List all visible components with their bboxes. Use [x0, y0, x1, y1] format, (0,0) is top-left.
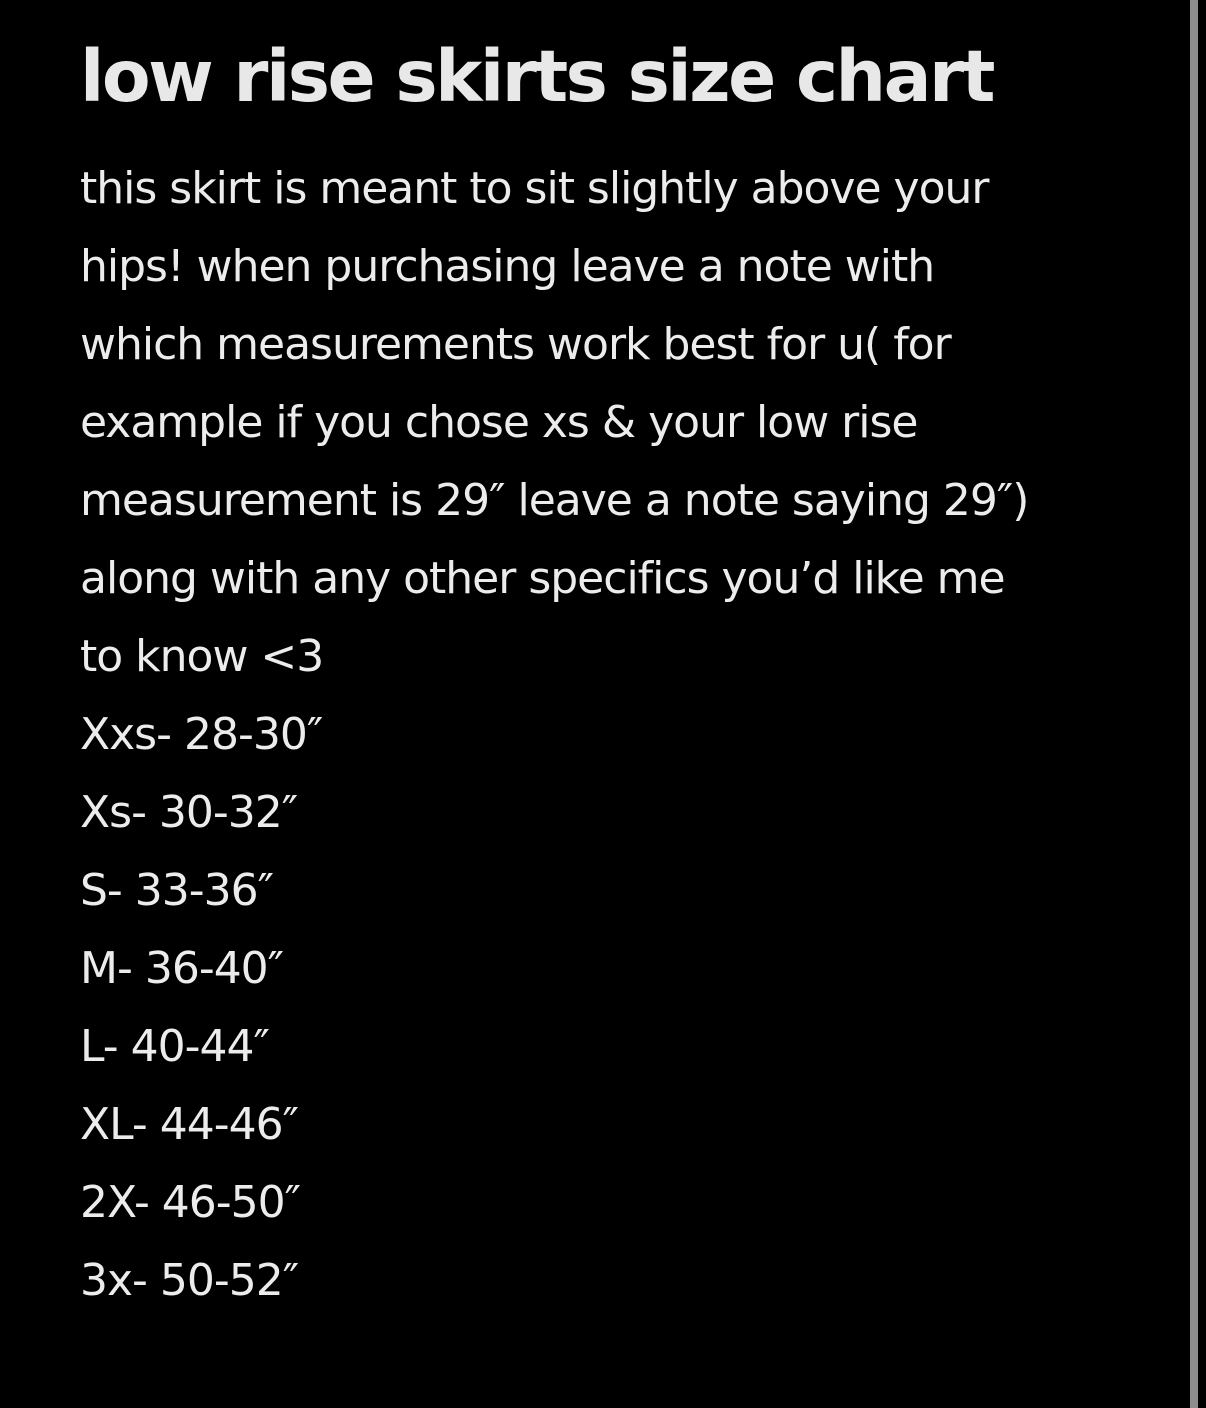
size-line-3x[interactable]: 3x- 50-52″ [80, 1255, 299, 1306]
note-content[interactable] [80, 32, 1140, 1320]
note-line[interactable]: hips! when purchasing leave a note with [80, 241, 935, 292]
size-line-s[interactable]: S- 33-36″ [80, 865, 274, 916]
size-line-xxs[interactable]: Xxs- 28-30″ [80, 709, 323, 760]
note-line[interactable]: this skirt is meant to sit slightly above your [80, 163, 989, 214]
size-line-xl[interactable]: XL- 44-46″ [80, 1099, 299, 1150]
size-line-2x[interactable]: 2X- 46-50″ [80, 1177, 301, 1228]
note-line[interactable]: to know <3 [80, 631, 324, 682]
note-line[interactable]: along with any other specifics you’d like me [80, 553, 1005, 604]
note-line[interactable]: which measurements work best for u( for [80, 319, 951, 370]
note-line[interactable]: example if you chose xs & your low rise [80, 397, 918, 448]
note-body[interactable] [80, 150, 1140, 1320]
scrollbar-thumb[interactable] [1190, 0, 1198, 1408]
size-line-xs[interactable]: Xs- 30-32″ [80, 787, 298, 838]
note-line[interactable]: measurement is 29″ leave a note saying 29″) [80, 475, 1029, 526]
size-line-m[interactable]: M- 36-40″ [80, 943, 284, 994]
note-title[interactable]: low rise skirts size chart [80, 35, 993, 118]
size-line-l[interactable]: L- 40-44″ [80, 1021, 269, 1072]
